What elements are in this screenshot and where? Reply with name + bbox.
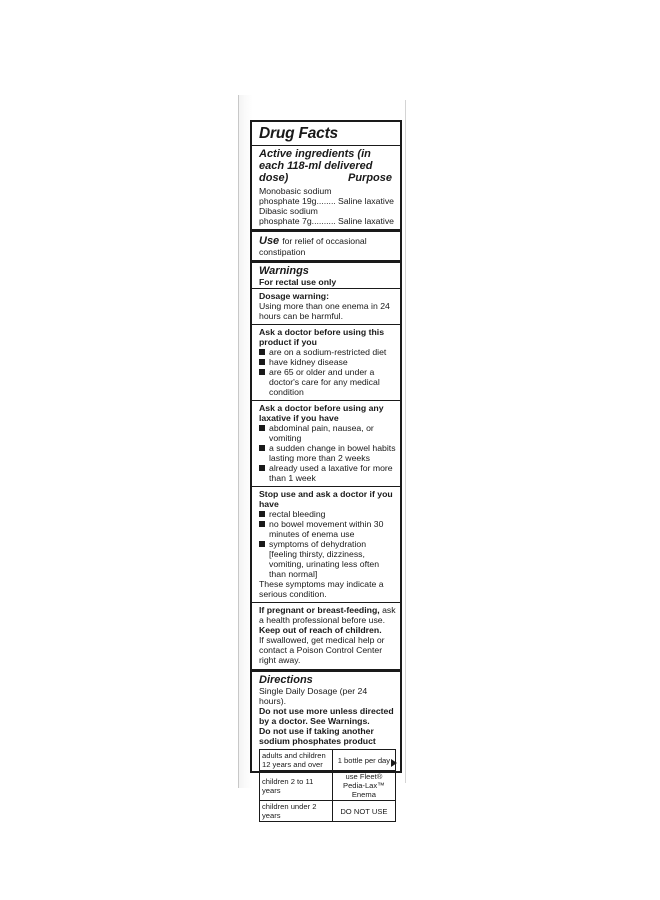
- use-section: [259, 235, 396, 257]
- stop-use-heading: Stop use and ask a doctor if you have: [259, 489, 393, 509]
- list-item-text: are on a sodium-restricted diet: [269, 347, 387, 357]
- use-label: Use: [259, 235, 280, 247]
- table-row: [260, 771, 396, 801]
- bullet-square-icon: [259, 541, 265, 547]
- list-item: [259, 443, 396, 463]
- ingredient-list: [259, 186, 396, 226]
- table-row: [260, 750, 396, 771]
- warnings-section: [259, 263, 396, 288]
- list-item-text: already used a laxative for more than 1 week: [269, 463, 393, 483]
- bullet-square-icon: [259, 349, 265, 355]
- ingredient-row: [259, 216, 396, 226]
- bullet-square-icon: [259, 465, 265, 471]
- list-item-text: a sudden change in bowel habits lasting more than 2 weeks: [269, 443, 396, 463]
- dose-cell: DO NOT USE: [332, 801, 395, 822]
- list-item: [259, 347, 396, 357]
- bullet-square-icon: [259, 369, 265, 375]
- directions-heading: Directions: [259, 674, 313, 686]
- dosage-warning-text: Using more than one enema in 24 hours can be harmful.: [259, 301, 390, 321]
- ask-doctor-section: [259, 325, 396, 400]
- single-dosage-text: Single Daily Dosage (per 24 hours).: [259, 686, 368, 706]
- dosage-warning: [259, 289, 396, 324]
- dose-cell: use Fleet® Pedia-Lax™ Enema: [332, 771, 395, 801]
- laxative-section: [259, 401, 396, 486]
- ingredient-purpose: Saline laxative: [337, 216, 394, 226]
- stop-use-section: [259, 487, 396, 602]
- age-cell: children under 2 years: [260, 801, 333, 822]
- ingredient-amount: phosphate 7g..........: [259, 216, 336, 226]
- bullet-square-icon: [259, 511, 265, 517]
- dose-cell: 1 bottle per day: [332, 750, 395, 771]
- list-item: [259, 539, 396, 579]
- list-item: [259, 357, 396, 367]
- list-item: [259, 463, 396, 483]
- rectal-use-note: For rectal use only: [259, 277, 337, 287]
- bullet-square-icon: [259, 521, 265, 527]
- pregnancy-bold: If pregnant or breast-feeding,: [259, 605, 380, 615]
- list-item-text: rectal bleeding: [269, 509, 326, 519]
- list-item-text: symptoms of dehydration [feeling thirsty, dizziness, vomiting, urinating less often than normal]: [269, 539, 380, 579]
- bullet-square-icon: [259, 425, 265, 431]
- use-text: for relief of occasional constipation: [259, 236, 367, 257]
- pregnancy-section: [259, 603, 396, 669]
- bullet-square-icon: [259, 359, 265, 365]
- dosage-table: [259, 749, 396, 822]
- list-item: [259, 423, 396, 443]
- table-row: [260, 801, 396, 822]
- ingredient-amount: phosphate 19g........: [259, 196, 336, 206]
- drug-facts-panel: [250, 120, 402, 820]
- divider: [252, 145, 400, 146]
- active-ingredients-label: Active ingredients (in each 118-ml delivered dose): [259, 148, 373, 184]
- ingredient-row: [259, 196, 396, 206]
- purpose-label: Purpose: [347, 172, 392, 184]
- divider: [252, 229, 400, 232]
- list-item: [259, 519, 396, 539]
- carton-edge: [405, 100, 406, 783]
- stop-use-note: These symptoms may indicate a serious condition.: [259, 579, 384, 599]
- age-cell: adults and children 12 years and over: [260, 750, 333, 771]
- do-not-use-more: Do not use more unless directed by a doctor. See Warnings.: [259, 706, 394, 726]
- do-not-use-if: Do not use if taking another sodium phosphates product: [259, 726, 376, 746]
- list-item-text: no bowel movement within 30 minutes of enema use: [269, 519, 384, 539]
- list-item-text: have kidney disease: [269, 357, 348, 367]
- laxative-heading: Ask a doctor before using any laxative if you have: [259, 403, 384, 423]
- ingredient-name: Monobasic sodium: [259, 186, 332, 196]
- continue-arrow-icon: [391, 759, 397, 767]
- dosage-warning-heading: Dosage warning:: [259, 291, 329, 301]
- list-item-text: abdominal pain, nausea, or vomiting: [269, 423, 374, 443]
- active-ingredients-heading: [259, 148, 396, 184]
- ingredient-name: Dibasic sodium: [259, 206, 318, 216]
- swallowed-text: If swallowed, get medical help or contact a Poison Control Center right away.: [259, 635, 385, 665]
- ingredient-purpose: Saline laxative: [337, 196, 394, 206]
- drug-facts-title: Drug Facts: [259, 125, 338, 142]
- list-item: [259, 509, 396, 519]
- directions-section: [259, 672, 396, 825]
- list-item: [259, 367, 396, 397]
- ask-doctor-heading: Ask a doctor before using this product if you: [259, 327, 385, 347]
- pregnancy-warning: [259, 605, 396, 625]
- bullet-square-icon: [259, 445, 265, 451]
- age-cell: children 2 to 11 years: [260, 771, 333, 801]
- list-item-text: are 65 or older and under a doctor's care for any medical condition: [269, 367, 380, 397]
- keep-out-of-reach: Keep out of reach of children.: [259, 625, 382, 635]
- pregnancy-text: ask a health professional before use.: [259, 605, 396, 625]
- warnings-heading: Warnings: [259, 265, 309, 277]
